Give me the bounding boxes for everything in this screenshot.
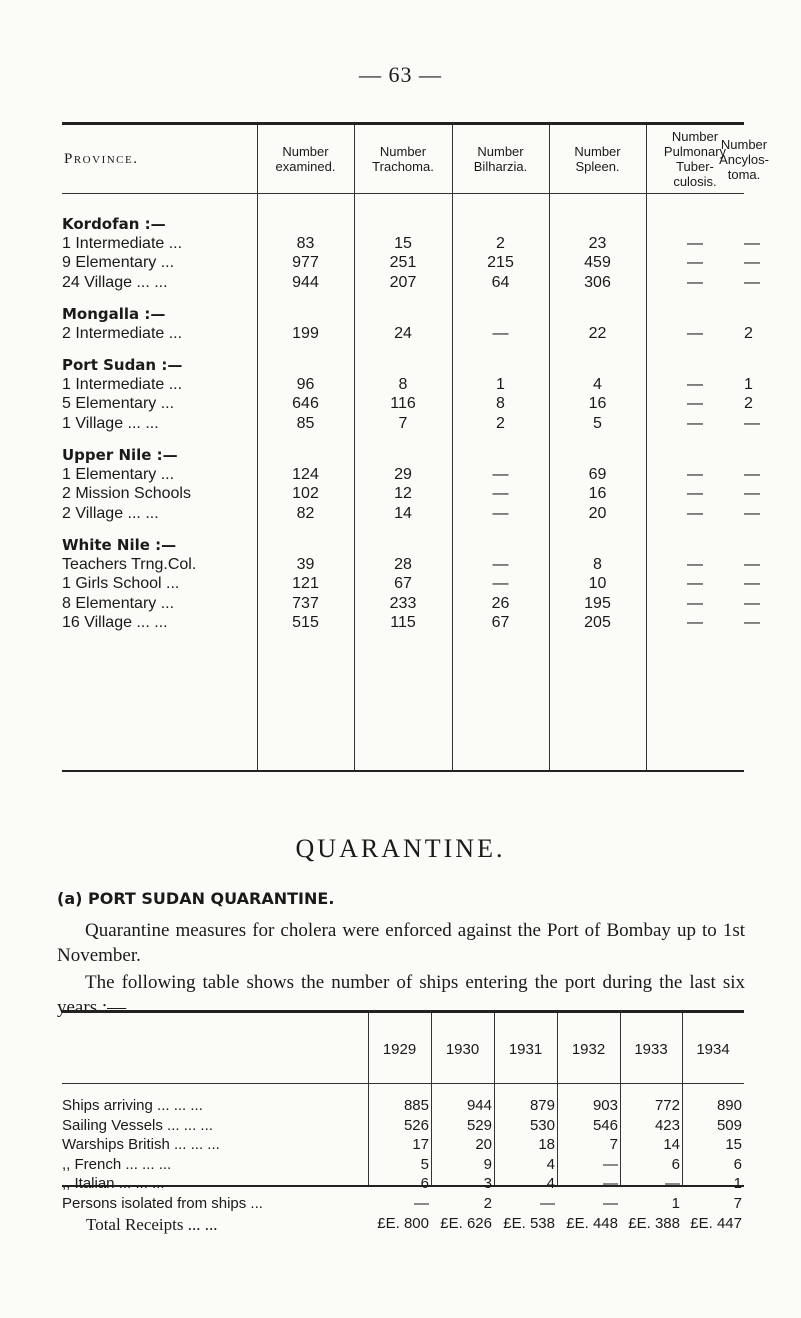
- year-value: £E. 626: [440, 1214, 492, 1232]
- col-tuberculosis-value: —: [687, 485, 703, 502]
- total-receipts-row: [62, 1215, 744, 1235]
- col-examined-value: 944: [292, 273, 319, 291]
- year-value: £E. 538: [503, 1214, 555, 1232]
- year-value: 1: [671, 1195, 680, 1212]
- col-examined-value: 96: [296, 375, 315, 393]
- col-trachoma-value: 233: [389, 594, 417, 612]
- year-value: 529: [466, 1116, 492, 1134]
- col-tuberculosis-value: —: [687, 395, 703, 412]
- col-ancylostoma-value: —: [744, 465, 760, 483]
- ships-entering-table: [62, 1010, 744, 1234]
- table-row: [62, 1195, 744, 1215]
- col-ancylostoma-value: —: [744, 575, 760, 592]
- col-bilharzia-value: 8: [496, 395, 505, 412]
- col-tuberculosis-value: —: [687, 555, 703, 573]
- col-ancylostoma-value: —: [744, 254, 760, 271]
- table-row: [62, 1175, 744, 1195]
- col-tuberculosis-value: —: [687, 324, 703, 342]
- year-value: —: [603, 1175, 618, 1193]
- year-value: 903: [592, 1097, 618, 1114]
- col-trachoma-value: 15: [394, 234, 412, 252]
- col-spleen-header: [549, 129, 646, 189]
- year-value: £E. 447: [690, 1214, 742, 1232]
- row-label: Ships arriving ... ... ...: [62, 1097, 203, 1114]
- year-value: 7: [609, 1136, 618, 1154]
- province-name: Mongalla :—: [62, 305, 166, 323]
- year-value: 530: [529, 1116, 555, 1134]
- col-bilharzia-value: 2: [496, 414, 505, 432]
- col-bilharzia-value: —: [492, 575, 509, 592]
- year-value: 546: [592, 1116, 618, 1134]
- col-spleen-value: 69: [588, 465, 607, 483]
- institution-name: 5 Elementary ...: [62, 395, 175, 412]
- year-value: 14: [663, 1136, 680, 1154]
- year-value: 6: [733, 1155, 742, 1173]
- page-number: — 63 —: [359, 62, 442, 87]
- col-ancylostoma-value: —: [744, 273, 760, 291]
- year-value: 879: [529, 1097, 555, 1114]
- col-bilharzia-header: [452, 129, 549, 189]
- col-province-header-text: Province.: [64, 150, 139, 167]
- year-value: 5: [420, 1155, 429, 1173]
- col-ancylostoma-value: —: [744, 614, 760, 631]
- table-row: [62, 614, 760, 636]
- col-examined-value: 39: [296, 555, 315, 573]
- year-value: 1: [733, 1175, 742, 1193]
- year-header: 1931: [508, 1041, 543, 1058]
- col-trachoma-value: 14: [394, 504, 412, 522]
- table-row: [62, 414, 760, 437]
- institution-name: 2 Village ... ...: [62, 504, 159, 522]
- province-name: Port Sudan :—: [62, 356, 183, 374]
- col-spleen-value: 16: [588, 485, 607, 502]
- year-value: £E. 388: [628, 1214, 680, 1232]
- year-value: 9: [483, 1155, 492, 1173]
- year-value: 20: [475, 1136, 492, 1154]
- col-bilharzia-value: —: [492, 465, 509, 483]
- col-tuberculosis-value: —: [687, 614, 703, 631]
- col-trachoma-value: 251: [389, 254, 417, 271]
- table-row: [62, 504, 760, 527]
- col-tuberculosis-value: —: [687, 575, 703, 592]
- year-value: 890: [716, 1097, 742, 1114]
- year-value: 944: [466, 1097, 492, 1114]
- table-row: [62, 1136, 744, 1156]
- year-value: 6: [420, 1175, 429, 1193]
- col-ancylostoma-value: —: [744, 414, 760, 432]
- year-value: —: [603, 1195, 618, 1212]
- col-trachoma-value: 12: [394, 485, 412, 502]
- col-tuberculosis-value: —: [687, 414, 703, 432]
- year-value: £E. 448: [566, 1214, 618, 1232]
- year-value: 18: [538, 1136, 555, 1154]
- col-ancylostoma-header-text: Number Ancylos- toma.: [719, 136, 769, 182]
- col-province-header: [62, 129, 259, 189]
- year-value: 423: [654, 1116, 680, 1134]
- col-trachoma-header-text: Number Trachoma.: [372, 144, 434, 174]
- col-examined-header: [257, 129, 354, 189]
- year-header: 1930: [445, 1041, 480, 1058]
- province-name: Kordofan :—: [62, 215, 166, 233]
- province-name: White Nile :—: [62, 536, 177, 554]
- col-spleen-header-text: Number Spleen.: [574, 144, 621, 174]
- year-value: 17: [412, 1136, 429, 1154]
- year-value: 772: [654, 1097, 680, 1114]
- col-ancylostoma-value: —: [744, 504, 760, 522]
- col-trachoma-header: [354, 129, 452, 189]
- col-tuberculosis-value: —: [687, 465, 703, 483]
- row-label: Sailing Vessels ... ... ...: [62, 1116, 213, 1134]
- col-trachoma-value: 116: [390, 395, 416, 412]
- section-heading: QUARANTINE.: [295, 834, 506, 863]
- institution-name: 2 Mission Schools: [62, 485, 191, 502]
- year-value: —: [414, 1195, 429, 1212]
- year-value: 7: [733, 1195, 742, 1212]
- institution-name: 24 Village ... ...: [62, 273, 168, 291]
- table-row: [62, 324, 753, 347]
- col-bilharzia-value: 1: [496, 375, 505, 393]
- col-examined-value: 82: [296, 504, 315, 522]
- row-label: Total Receipts ... ...: [86, 1214, 218, 1234]
- col-spleen-value: 4: [593, 375, 602, 393]
- table-row: [62, 1117, 744, 1137]
- year-value: 6: [671, 1155, 680, 1173]
- paragraph-ships-table-intro: The following table shows the number of ships entering the port during the last six years :—: [57, 972, 745, 1018]
- col-tuberculosis-value: —: [687, 273, 703, 291]
- col-bilharzia-value: 64: [491, 273, 510, 291]
- col-tuberculosis-value: —: [687, 234, 703, 252]
- institution-name: Teachers Trng.Col.: [62, 555, 197, 573]
- col-spleen-value: 23: [588, 234, 607, 252]
- year-header: 1929: [382, 1041, 417, 1058]
- row-label: Warships British ... ... ...: [62, 1136, 220, 1154]
- col-trachoma-value: 67: [394, 575, 412, 592]
- col-bilharzia-value: —: [492, 555, 509, 573]
- year-value: 526: [403, 1116, 429, 1134]
- table-row: [62, 1097, 744, 1117]
- year-value: 4: [546, 1175, 555, 1193]
- col-tuberculosis-value: —: [687, 504, 703, 522]
- col-spleen-value: 16: [588, 395, 607, 412]
- province-inspection-table: [62, 122, 769, 772]
- col-bilharzia-value: —: [492, 485, 509, 502]
- col-ancylostoma-value: 2: [744, 324, 753, 342]
- year-value: —: [665, 1175, 680, 1193]
- col-bilharzia-header-text: Number Bilharzia.: [473, 144, 528, 174]
- col-spleen-value: 10: [588, 575, 607, 592]
- year-value: —: [540, 1195, 555, 1212]
- institution-name: 1 Girls School ...: [62, 575, 180, 592]
- col-trachoma-value: 29: [394, 465, 412, 483]
- col-ancylostoma-value: —: [744, 555, 760, 573]
- col-spleen-value: 20: [588, 504, 607, 522]
- col-tuberculosis-value: —: [687, 254, 703, 271]
- year-header: 1933: [634, 1041, 668, 1058]
- institution-name: 1 Intermediate ...: [62, 234, 183, 252]
- col-ancylostoma-value: 1: [744, 375, 753, 393]
- col-ancylostoma-value: —: [744, 234, 760, 252]
- year-value: 3: [483, 1175, 492, 1193]
- col-examined-value: 199: [292, 324, 319, 342]
- col-trachoma-value: 8: [398, 375, 408, 393]
- year-header: 1932: [571, 1041, 606, 1058]
- col-spleen-value: 195: [584, 594, 611, 612]
- year-value: 2: [483, 1195, 492, 1212]
- col-ancylostoma-value: —: [744, 485, 760, 502]
- row-label: Persons isolated from ships ...: [62, 1195, 263, 1212]
- province-name: Upper Nile :—: [62, 446, 178, 464]
- col-bilharzia-value: 26: [491, 594, 510, 612]
- col-bilharzia-value: 2: [496, 234, 505, 252]
- col-examined-value: 121: [292, 575, 319, 592]
- institution-name: 16 Village ... ...: [62, 614, 168, 631]
- col-examined-value: 515: [292, 614, 319, 631]
- col-spleen-value: 5: [593, 414, 602, 432]
- col-bilharzia-value: 215: [487, 254, 514, 271]
- col-examined-value: 83: [296, 234, 315, 252]
- col-spleen-value: 205: [584, 614, 611, 631]
- header-rule: [62, 1083, 744, 1084]
- year-value: 4: [546, 1155, 555, 1173]
- col-trachoma-value: 28: [394, 555, 412, 573]
- col-trachoma-value: 24: [394, 324, 412, 342]
- col-examined-value: 102: [292, 485, 319, 502]
- col-examined-value: 737: [292, 594, 319, 612]
- col-spleen-value: 8: [593, 555, 602, 573]
- year-value: —: [603, 1155, 618, 1173]
- col-ancylostoma-value: 2: [744, 395, 753, 412]
- institution-name: 9 Elementary ...: [62, 254, 175, 271]
- col-trachoma-value: 115: [390, 614, 416, 631]
- col-spleen-value: 459: [584, 254, 611, 271]
- col-trachoma-value: 207: [389, 273, 417, 291]
- table-row: [62, 1156, 744, 1176]
- col-ancylostoma-value: —: [744, 594, 760, 612]
- paragraph-cholera-measures: Quarantine measures for cholera were enforced against the Port of Bombay up to 1st November.: [57, 920, 745, 966]
- col-bilharzia-value: —: [492, 504, 509, 522]
- year-header: 1934: [696, 1041, 730, 1058]
- institution-name: 1 Intermediate ...: [62, 375, 183, 393]
- year-value: £E. 800: [377, 1214, 429, 1232]
- col-examined-value: 646: [292, 395, 319, 412]
- header-rule: [62, 193, 744, 194]
- institution-name: 1 Elementary ...: [62, 465, 175, 483]
- year-value: 509: [716, 1116, 742, 1134]
- year-value: 885: [403, 1097, 429, 1114]
- col-examined-value: 85: [296, 414, 315, 432]
- institution-name: 2 Intermediate ...: [62, 324, 183, 342]
- institution-name: 1 Village ... ...: [62, 414, 159, 432]
- row-label: ,, Italian ... ... ...: [62, 1175, 165, 1193]
- col-tuberculosis-value: —: [687, 594, 703, 612]
- year-value: 15: [725, 1136, 742, 1154]
- institution-name: 8 Elementary ...: [62, 594, 175, 612]
- col-spleen-value: 306: [584, 273, 611, 291]
- col-bilharzia-value: —: [492, 324, 509, 342]
- row-label: ,, French ... ... ...: [62, 1155, 172, 1173]
- col-spleen-value: 22: [588, 324, 607, 342]
- col-bilharzia-value: 67: [491, 614, 510, 631]
- col-tuberculosis-value: —: [687, 375, 703, 393]
- table-row: [62, 273, 760, 296]
- col-examined-value: 977: [292, 254, 319, 271]
- col-trachoma-value: 7: [398, 414, 408, 432]
- section-subheading: (a) PORT SUDAN QUARANTINE.: [57, 889, 335, 908]
- col-examined-value: 124: [292, 465, 319, 483]
- col-tuberculosis-header-text: Number Pulmonary Tuber- culosis.: [663, 129, 727, 189]
- col-examined-header-text: Number examined.: [275, 144, 336, 174]
